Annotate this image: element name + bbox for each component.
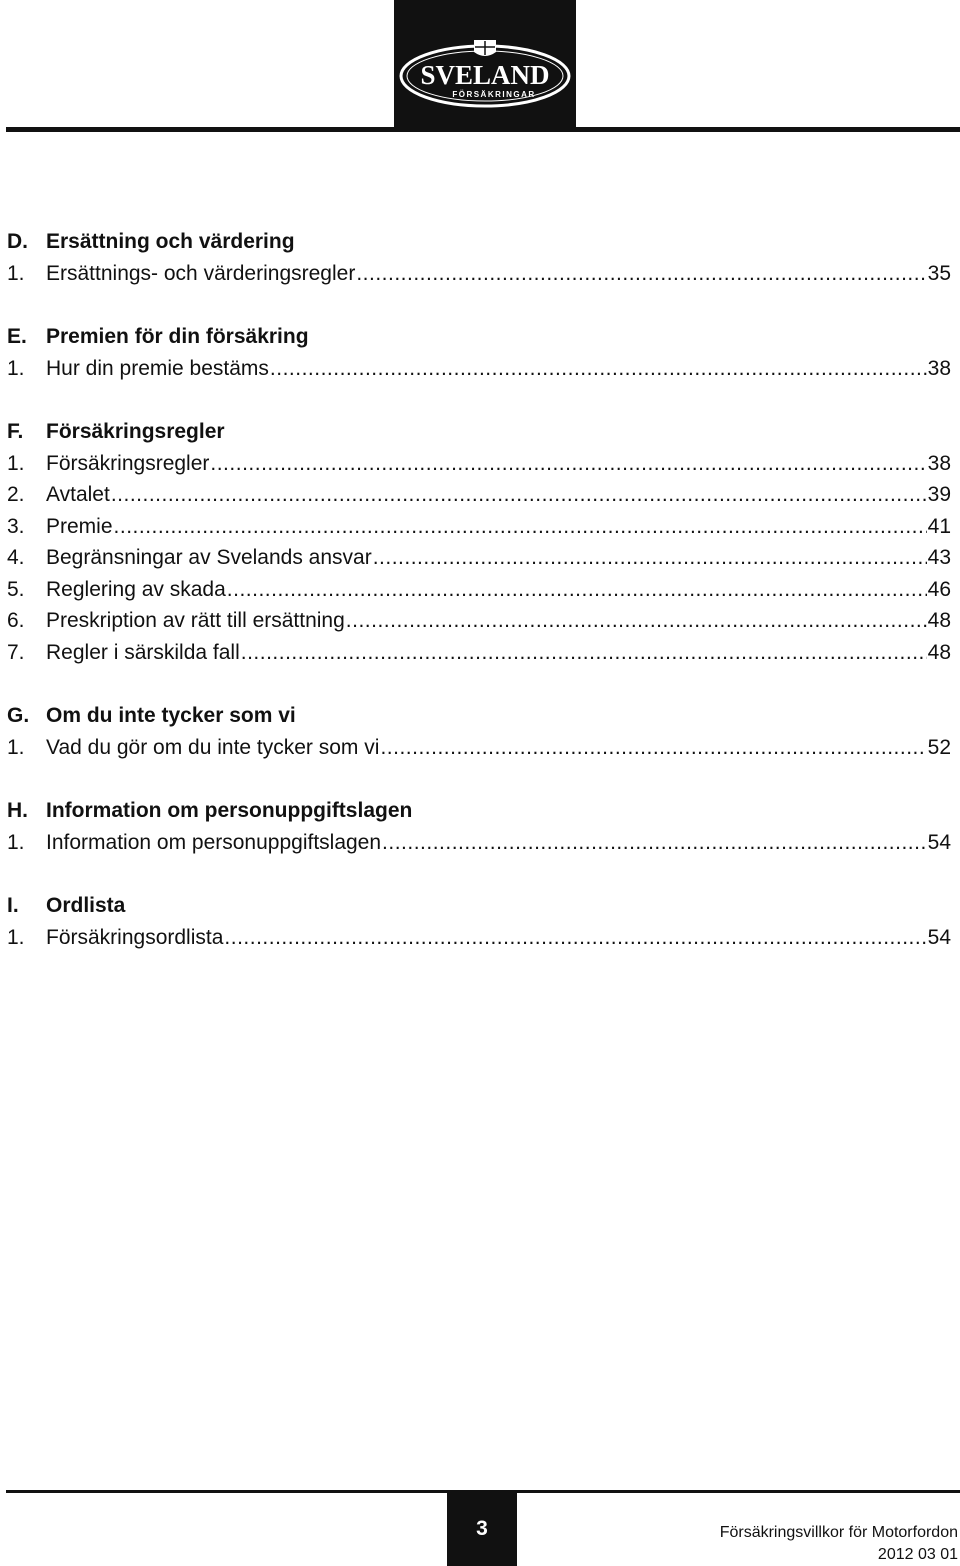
entry-page-number: 43: [927, 546, 951, 569]
dot-leader: [380, 732, 926, 764]
entry-page-number: 54: [927, 830, 951, 854]
section-letter: I.: [7, 894, 19, 917]
header-logo-box: [394, 0, 576, 130]
section-title: Ersättning och värdering: [46, 230, 295, 253]
dot-leader: [241, 637, 927, 669]
dot-leader: [227, 574, 927, 606]
toc-entry[interactable]: [7, 637, 951, 669]
toc-entry[interactable]: [7, 258, 951, 290]
entry-number: 1.: [7, 735, 25, 759]
toc-section-heading: [7, 321, 951, 353]
toc-entry[interactable]: [7, 732, 951, 764]
entry-number: 3.: [7, 514, 25, 538]
entry-title: Premie: [46, 514, 113, 538]
toc-section: [7, 416, 951, 668]
toc-entry[interactable]: [7, 827, 951, 859]
dot-leader: [382, 827, 927, 859]
entry-number: 6.: [7, 609, 25, 632]
page-number: 3: [476, 1517, 488, 1540]
entry-title: Reglering av skada: [46, 577, 226, 601]
entry-page-number: 54: [927, 925, 951, 949]
entry-number: 1.: [7, 451, 25, 475]
dot-leader: [346, 605, 927, 637]
table-of-contents: [7, 226, 951, 985]
toc-section-heading: [7, 226, 951, 258]
entry-number: 7.: [7, 640, 25, 664]
entry-number: 1.: [7, 830, 25, 854]
toc-entry[interactable]: [7, 542, 951, 574]
toc-section: [7, 226, 951, 289]
section-letter: D.: [7, 230, 28, 253]
toc-section-heading: [7, 890, 951, 922]
dot-leader: [224, 922, 926, 954]
toc-entry[interactable]: [7, 353, 951, 385]
dot-leader: [270, 353, 927, 385]
entry-page-number: 41: [927, 514, 951, 538]
section-title: Försäkringsregler: [46, 420, 225, 443]
toc-entry[interactable]: [7, 574, 951, 606]
entry-page-number: 35: [927, 261, 951, 285]
dot-leader: [114, 511, 927, 543]
section-title: Information om personuppgiftslagen: [46, 799, 413, 822]
section-title: Premien för din försäkring: [46, 325, 309, 348]
toc-section: [7, 321, 951, 384]
toc-section: [7, 890, 951, 953]
footer-document-title: Försäkringsvillkor för Motorfordon: [719, 1524, 958, 1541]
entry-number: 1.: [7, 261, 25, 285]
entry-number: 1.: [7, 925, 25, 949]
toc-entry[interactable]: [7, 511, 951, 543]
toc-section-heading: [7, 795, 951, 827]
entry-title: Preskription av rätt till ersättning: [46, 609, 345, 632]
entry-page-number: 39: [927, 483, 951, 506]
entry-title: Hur din premie bestäms: [46, 356, 269, 380]
dot-leader: [210, 448, 926, 480]
entry-title: Regler i särskilda fall: [46, 640, 240, 664]
dot-leader: [111, 479, 927, 511]
entry-page-number: 38: [927, 451, 951, 475]
entry-title: Försäkringsordlista: [46, 925, 224, 949]
entry-title: Ersättnings- och värderingsregler: [46, 261, 356, 285]
entry-number: 1.: [7, 356, 25, 380]
entry-page-number: 52: [927, 735, 951, 759]
entry-title: Försäkringsregler: [46, 451, 210, 475]
logo-tagline-text: FÖRSÄKRINGAR: [452, 90, 536, 99]
section-letter: G.: [7, 704, 30, 727]
header-rule: [6, 127, 960, 132]
dot-leader: [356, 258, 926, 290]
logo-brand-text: SVELAND: [420, 60, 550, 90]
toc-section: [7, 700, 951, 763]
entry-number: 5.: [7, 577, 25, 601]
entry-page-number: 46: [927, 577, 951, 601]
entry-page-number: 48: [927, 640, 951, 664]
section-title: Ordlista: [46, 894, 126, 917]
entry-number: 4.: [7, 546, 25, 569]
section-title: Om du inte tycker som vi: [46, 704, 296, 727]
toc-section-heading: [7, 416, 951, 448]
toc-entry[interactable]: [7, 479, 951, 511]
page-number-box: [447, 1492, 517, 1566]
toc-entry[interactable]: [7, 448, 951, 480]
entry-title: Information om personuppgiftslagen: [46, 830, 382, 854]
entry-title: Avtalet: [46, 483, 110, 506]
toc-section: [7, 795, 951, 858]
dot-leader: [373, 542, 927, 574]
section-letter: F.: [7, 420, 24, 443]
sveland-logo: [394, 0, 576, 130]
entry-number: 2.: [7, 483, 25, 506]
footer-date: 2012 03 01: [877, 1546, 958, 1563]
entry-title: Vad du gör om du inte tycker som vi: [46, 735, 380, 759]
toc-entry[interactable]: [7, 605, 951, 637]
entry-page-number: 48: [927, 609, 951, 632]
crest-icon: [474, 40, 496, 56]
toc-section-heading: [7, 700, 951, 732]
entry-page-number: 38: [927, 356, 951, 380]
section-letter: H.: [7, 799, 28, 822]
section-letter: E.: [7, 325, 27, 348]
toc-entry[interactable]: [7, 922, 951, 954]
entry-title: Begränsningar av Svelands ansvar: [46, 546, 372, 569]
